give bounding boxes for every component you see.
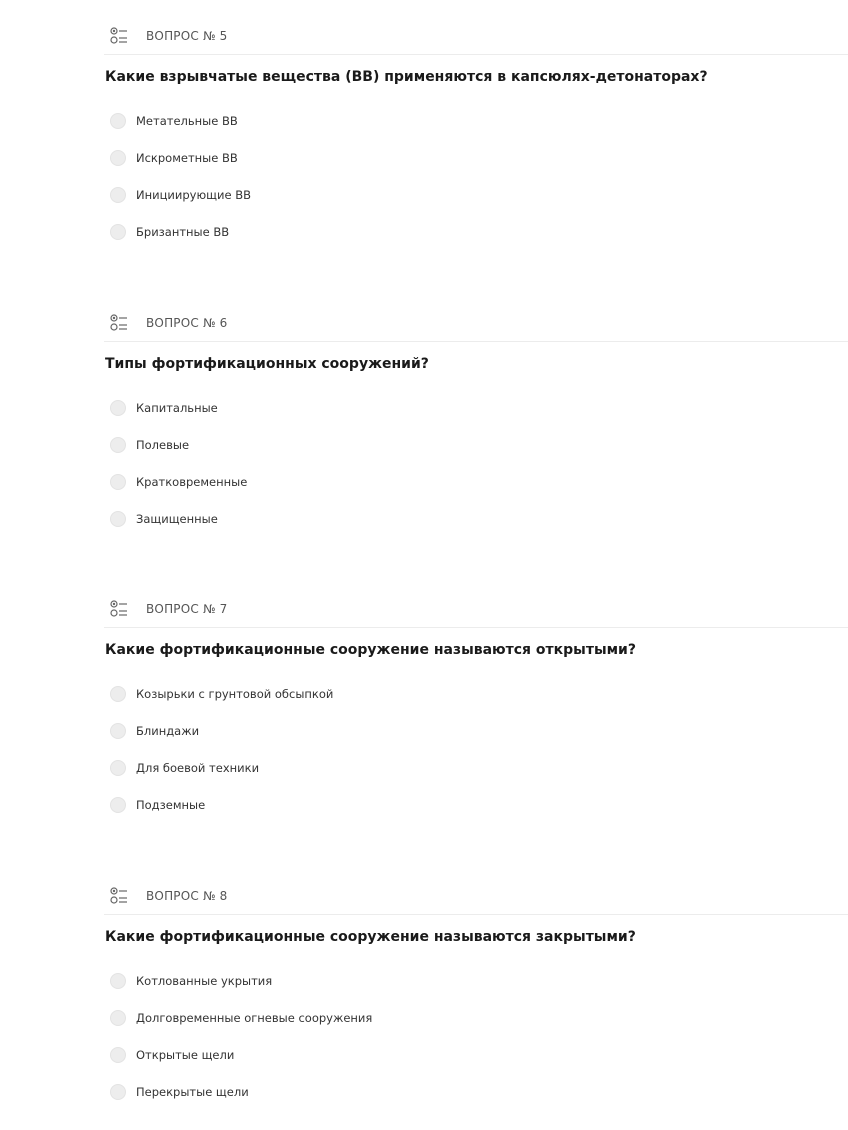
answer-option-label: Козырьки с грунтовой обсыпкой xyxy=(136,687,334,701)
list-radio-icon xyxy=(110,887,128,905)
question-header xyxy=(110,26,228,46)
radio-unchecked-icon[interactable] xyxy=(110,723,126,739)
answer-option-label: Капитальные xyxy=(136,401,218,415)
radio-unchecked-icon[interactable] xyxy=(110,400,126,416)
radio-unchecked-icon[interactable] xyxy=(110,1047,126,1063)
answer-option[interactable] xyxy=(110,1082,372,1119)
question-block xyxy=(0,10,848,270)
answer-option-label: Блиндажи xyxy=(136,724,200,738)
answer-option-label: Защищенные xyxy=(136,512,218,526)
radio-unchecked-icon[interactable] xyxy=(110,686,126,702)
radio-unchecked-icon[interactable] xyxy=(110,797,126,813)
question-header xyxy=(110,313,228,333)
question-number: ВОПРОС № 5 xyxy=(146,29,228,43)
radio-unchecked-icon[interactable] xyxy=(110,437,126,453)
answer-option[interactable] xyxy=(110,185,251,222)
question-header xyxy=(110,599,228,619)
question-block xyxy=(0,583,848,843)
answer-options xyxy=(110,111,251,259)
answer-options xyxy=(110,971,372,1119)
answer-option-label: Искрометные ВВ xyxy=(136,151,238,165)
radio-unchecked-icon[interactable] xyxy=(110,511,126,527)
answer-option[interactable] xyxy=(110,721,333,758)
question-divider xyxy=(104,914,848,915)
answer-option[interactable] xyxy=(110,1008,372,1045)
answer-option-label: Долговременные огневые сооружения xyxy=(136,1011,373,1025)
radio-unchecked-icon[interactable] xyxy=(110,1084,126,1100)
answer-option-label: Подземные xyxy=(136,798,206,812)
question-title: Какие фортификационные сооружение называются закрытыми? xyxy=(105,929,636,945)
radio-unchecked-icon[interactable] xyxy=(110,224,126,240)
question-title: Какие фортификационные сооружение называются открытыми? xyxy=(105,642,636,658)
answer-option-label: Инициирующие ВВ xyxy=(136,188,251,202)
question-header xyxy=(110,886,228,906)
answer-option[interactable] xyxy=(110,758,333,795)
question-title: Типы фортификационных сооружений? xyxy=(105,356,429,372)
list-radio-icon xyxy=(110,27,128,45)
answer-option-label: Метательные ВВ xyxy=(136,114,238,128)
radio-unchecked-icon[interactable] xyxy=(110,187,126,203)
question-number: ВОПРОС № 6 xyxy=(146,316,228,330)
answer-option-label: Полевые xyxy=(136,438,190,452)
answer-option[interactable] xyxy=(110,472,247,509)
question-divider xyxy=(104,627,848,628)
answer-option[interactable] xyxy=(110,222,251,259)
answer-option[interactable] xyxy=(110,398,247,435)
answer-option[interactable] xyxy=(110,971,372,1008)
answer-option-label: Открытые щели xyxy=(136,1048,235,1062)
list-radio-icon xyxy=(110,600,128,618)
answer-option-label: Перекрытые щели xyxy=(136,1085,249,1099)
question-number: ВОПРОС № 8 xyxy=(146,889,228,903)
answer-option-label: Для боевой техники xyxy=(136,761,260,775)
list-radio-icon xyxy=(110,314,128,332)
answer-option[interactable] xyxy=(110,509,247,546)
radio-unchecked-icon[interactable] xyxy=(110,150,126,166)
question-divider xyxy=(104,341,848,342)
radio-unchecked-icon[interactable] xyxy=(110,113,126,129)
radio-unchecked-icon[interactable] xyxy=(110,760,126,776)
answer-option[interactable] xyxy=(110,684,333,721)
answer-option[interactable] xyxy=(110,148,251,185)
answer-option-label: Бризантные ВВ xyxy=(136,225,230,239)
answer-option[interactable] xyxy=(110,111,251,148)
answer-option-label: Кратковременные xyxy=(136,475,248,489)
question-title: Какие взрывчатые вещества (ВВ) применяются в капсюлях-детонаторах? xyxy=(105,69,708,85)
answer-options xyxy=(110,684,333,832)
question-block xyxy=(0,297,848,557)
question-divider xyxy=(104,54,848,55)
answer-option[interactable] xyxy=(110,795,333,832)
radio-unchecked-icon[interactable] xyxy=(110,973,126,989)
answer-option[interactable] xyxy=(110,1045,372,1082)
answer-option[interactable] xyxy=(110,435,247,472)
radio-unchecked-icon[interactable] xyxy=(110,474,126,490)
answer-option-label: Котлованные укрытия xyxy=(136,974,273,988)
question-number: ВОПРОС № 7 xyxy=(146,602,228,616)
question-block xyxy=(0,870,848,1130)
answer-options xyxy=(110,398,247,546)
radio-unchecked-icon[interactable] xyxy=(110,1010,126,1026)
